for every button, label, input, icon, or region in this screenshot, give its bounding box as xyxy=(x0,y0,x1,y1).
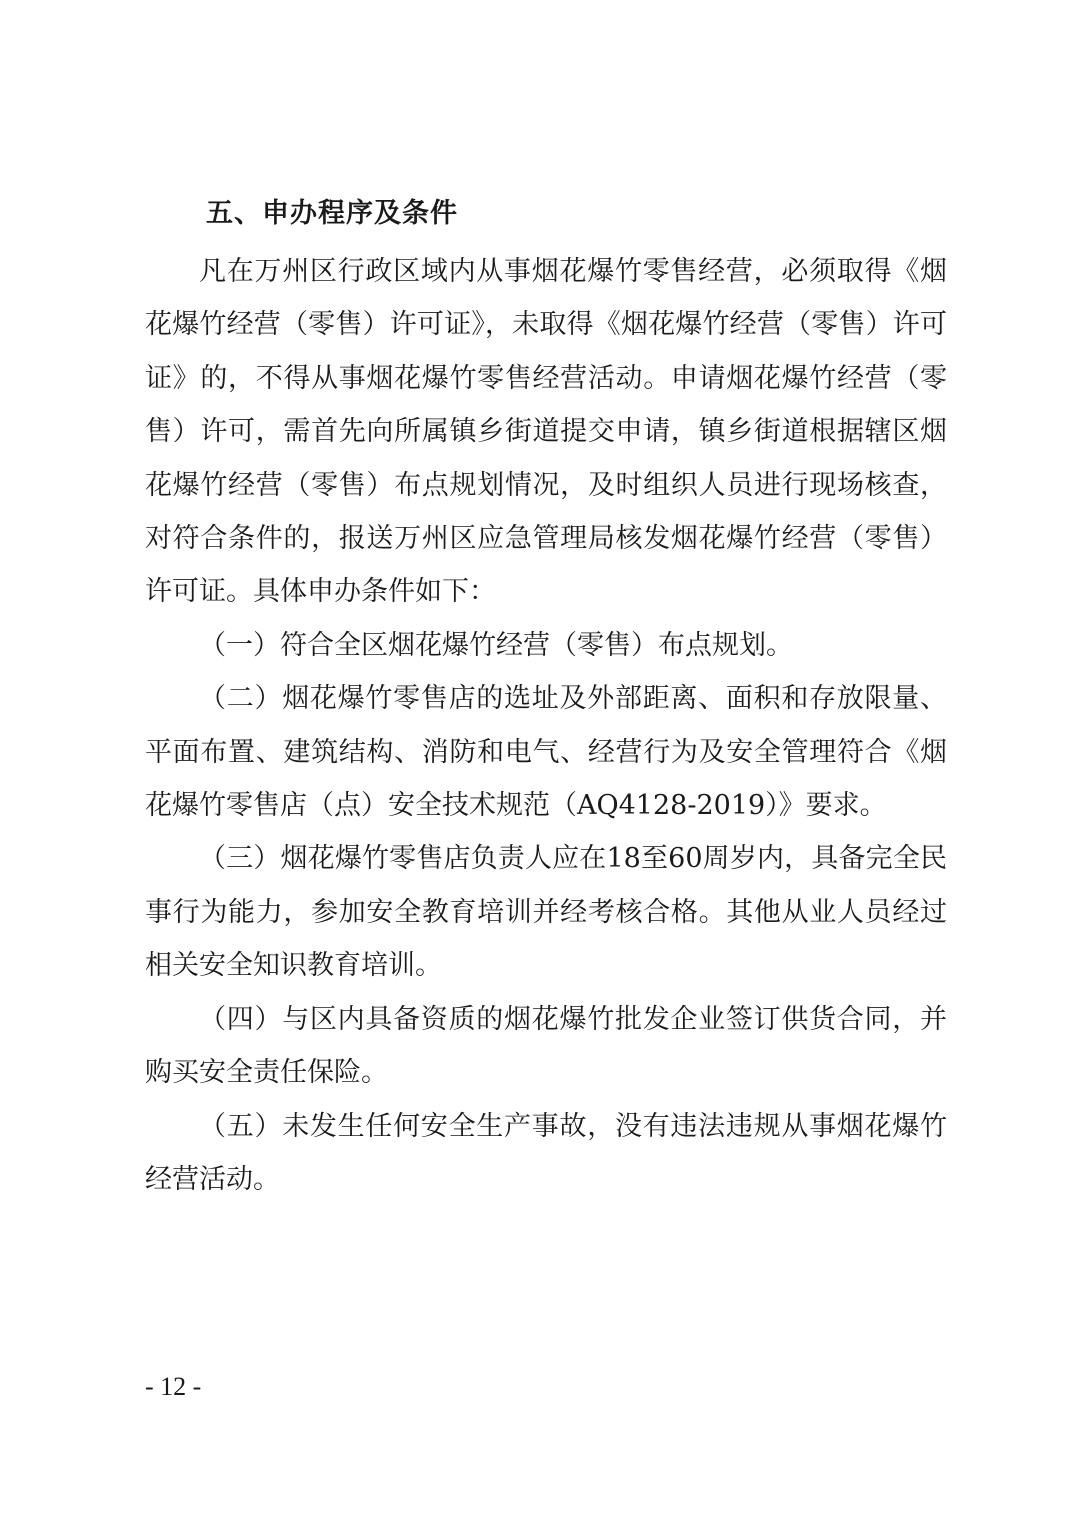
paragraph-intro: 凡在万州区行政区域内从事烟花爆竹零售经营，必须取得《烟花爆竹经营（零售）许可证》，未取得《烟花爆竹经营（零售）许可证》的，不得从事烟花爆竹零售经营活动。申请烟花爆竹经营（零售）许可，需首先向所属镇乡街道提交申请，镇乡街道根据辖区烟花爆竹经营（零售）布点规划情况，及时组织人员进行现场核查，对符合条件的，报送万州区应急管理局核发烟花爆竹经营（零售）许可证。具体申办条件如下： xyxy=(145,256,947,608)
body-text xyxy=(145,245,947,1206)
paragraph-condition-4: （四）与区内具备资质的烟花爆竹批发企业签订供货合同，并购买安全责任保险。 xyxy=(145,1003,947,1089)
paragraph-condition-3: （三）烟花爆竹零售店负责人应在18至60周岁内，具备完全民事行为能力，参加安全教育培训并经考核合格。其他从业人员经过相关安全知识教育培训。 xyxy=(145,843,947,982)
page-number: - 12 - xyxy=(145,1372,202,1401)
paragraph-condition-5: （五）未发生任何安全生产事故，没有违法违规从事烟花爆竹经营活动。 xyxy=(145,1110,947,1195)
section-heading: 五、申办程序及条件 xyxy=(206,198,458,229)
paragraph-condition-2: （二）烟花爆竹零售店的选址及外部距离、面积和存放限量、平面布置、建筑结构、消防和电气、经营行为及安全管理符合《烟花爆竹零售店（点）安全技术规范（AQ4128-2019）》要求。 xyxy=(145,683,947,822)
paragraph-condition-1: （一）符合全区烟花爆竹经营（零售）布点规划。 xyxy=(199,629,793,661)
